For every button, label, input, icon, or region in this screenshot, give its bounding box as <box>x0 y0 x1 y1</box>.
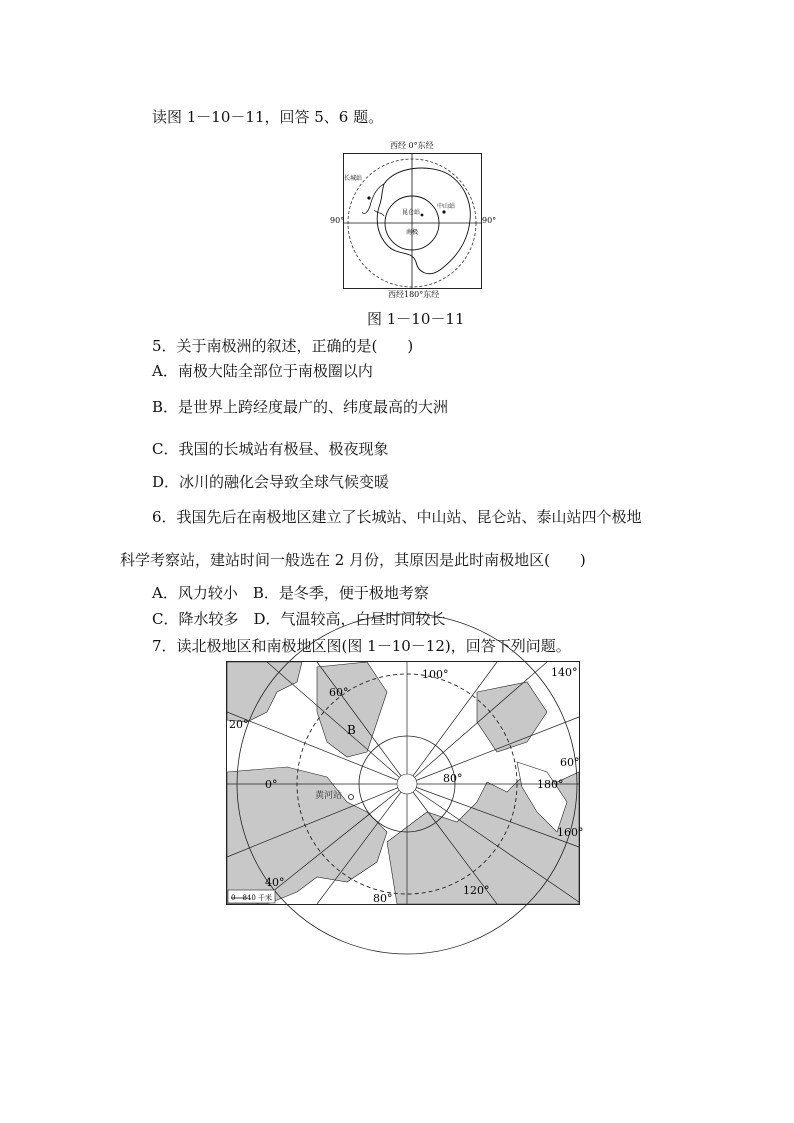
label-great-wall: 长城站 <box>344 175 363 182</box>
label-yellow-river-station: 黄河站 <box>315 791 343 801</box>
q5-option-c: C．我国的长城站有极昼、极夜现象 <box>152 440 389 458</box>
fig1-bottom-label: 西经180°东经 <box>388 290 440 299</box>
q5-option-a: A．南极大陆全部位于南极圈以内 <box>152 362 373 380</box>
label-100: 100° <box>422 668 449 681</box>
north-pole-center <box>397 774 417 794</box>
great-wall-dot <box>367 196 370 199</box>
label-160: 160° <box>557 826 584 839</box>
arctic-map-svg <box>227 662 584 905</box>
fig1-top-label: 西经 0°东经 <box>390 141 434 150</box>
scale-label: 0 840 千米 <box>231 894 273 902</box>
q5-stem: 5．关于南极洲的叙述，正确的是( ) <box>152 337 414 355</box>
fig1-right-label: 90° <box>482 216 497 225</box>
label-b: B <box>347 723 356 737</box>
fig1-caption: 图 1－10－11 <box>367 310 465 328</box>
label-180: 180° <box>537 778 564 791</box>
label-40: 40° <box>265 876 285 889</box>
label-60-right: 60° <box>560 756 580 769</box>
label-kunlun: 昆仑站 <box>402 209 421 216</box>
q6-line2: 科学考察站，建站时间一般选在 2 月份，其原因是此时南极地区( ) <box>120 551 586 569</box>
zhongshan-dot <box>442 210 445 213</box>
q5-option-d: D．冰川的融化会导致全球气候变暖 <box>152 473 390 491</box>
label-0: 0° <box>265 778 278 791</box>
arctic-map <box>226 661 584 905</box>
label-south-pole: 南极 <box>406 229 419 236</box>
q7-stem: 7．读北极地区和南极地区图(图 1－10－12)，回答下列问题。 <box>152 637 571 655</box>
label-zhongshan: 中山站 <box>437 203 456 210</box>
antarctica-map-svg <box>344 154 481 288</box>
label-80-inner: 80° <box>443 772 463 785</box>
q5-option-b: B．是世界上跨经度最广的、纬度最高的大洲 <box>152 398 449 416</box>
label-140: 140° <box>551 666 578 679</box>
q6-options-row1: A．风力较小 B．是冬季，便于极地考察 <box>152 584 429 602</box>
label-80-bottom: 80° <box>373 892 393 905</box>
label-20: 20° <box>229 718 249 731</box>
antarctica-outline <box>377 168 470 274</box>
kunlun-dot <box>421 214 424 217</box>
intro-text: 读图 1－10－11，回答 5、6 题。 <box>152 108 384 126</box>
q6-options-row2: C．降水较多 D．气温较高，白昼时间较长 <box>152 610 446 628</box>
yellow-river-station-marker <box>349 795 354 800</box>
antarctica-map <box>343 153 482 289</box>
label-120: 120° <box>463 884 490 897</box>
q6-line1: 6．我国先后在南极地区建立了长城站、中山站、昆仑站、泰山站四个极地 <box>152 508 642 526</box>
label-60-top: 60° <box>329 686 349 699</box>
fig1-left-label: 90° <box>330 216 345 225</box>
